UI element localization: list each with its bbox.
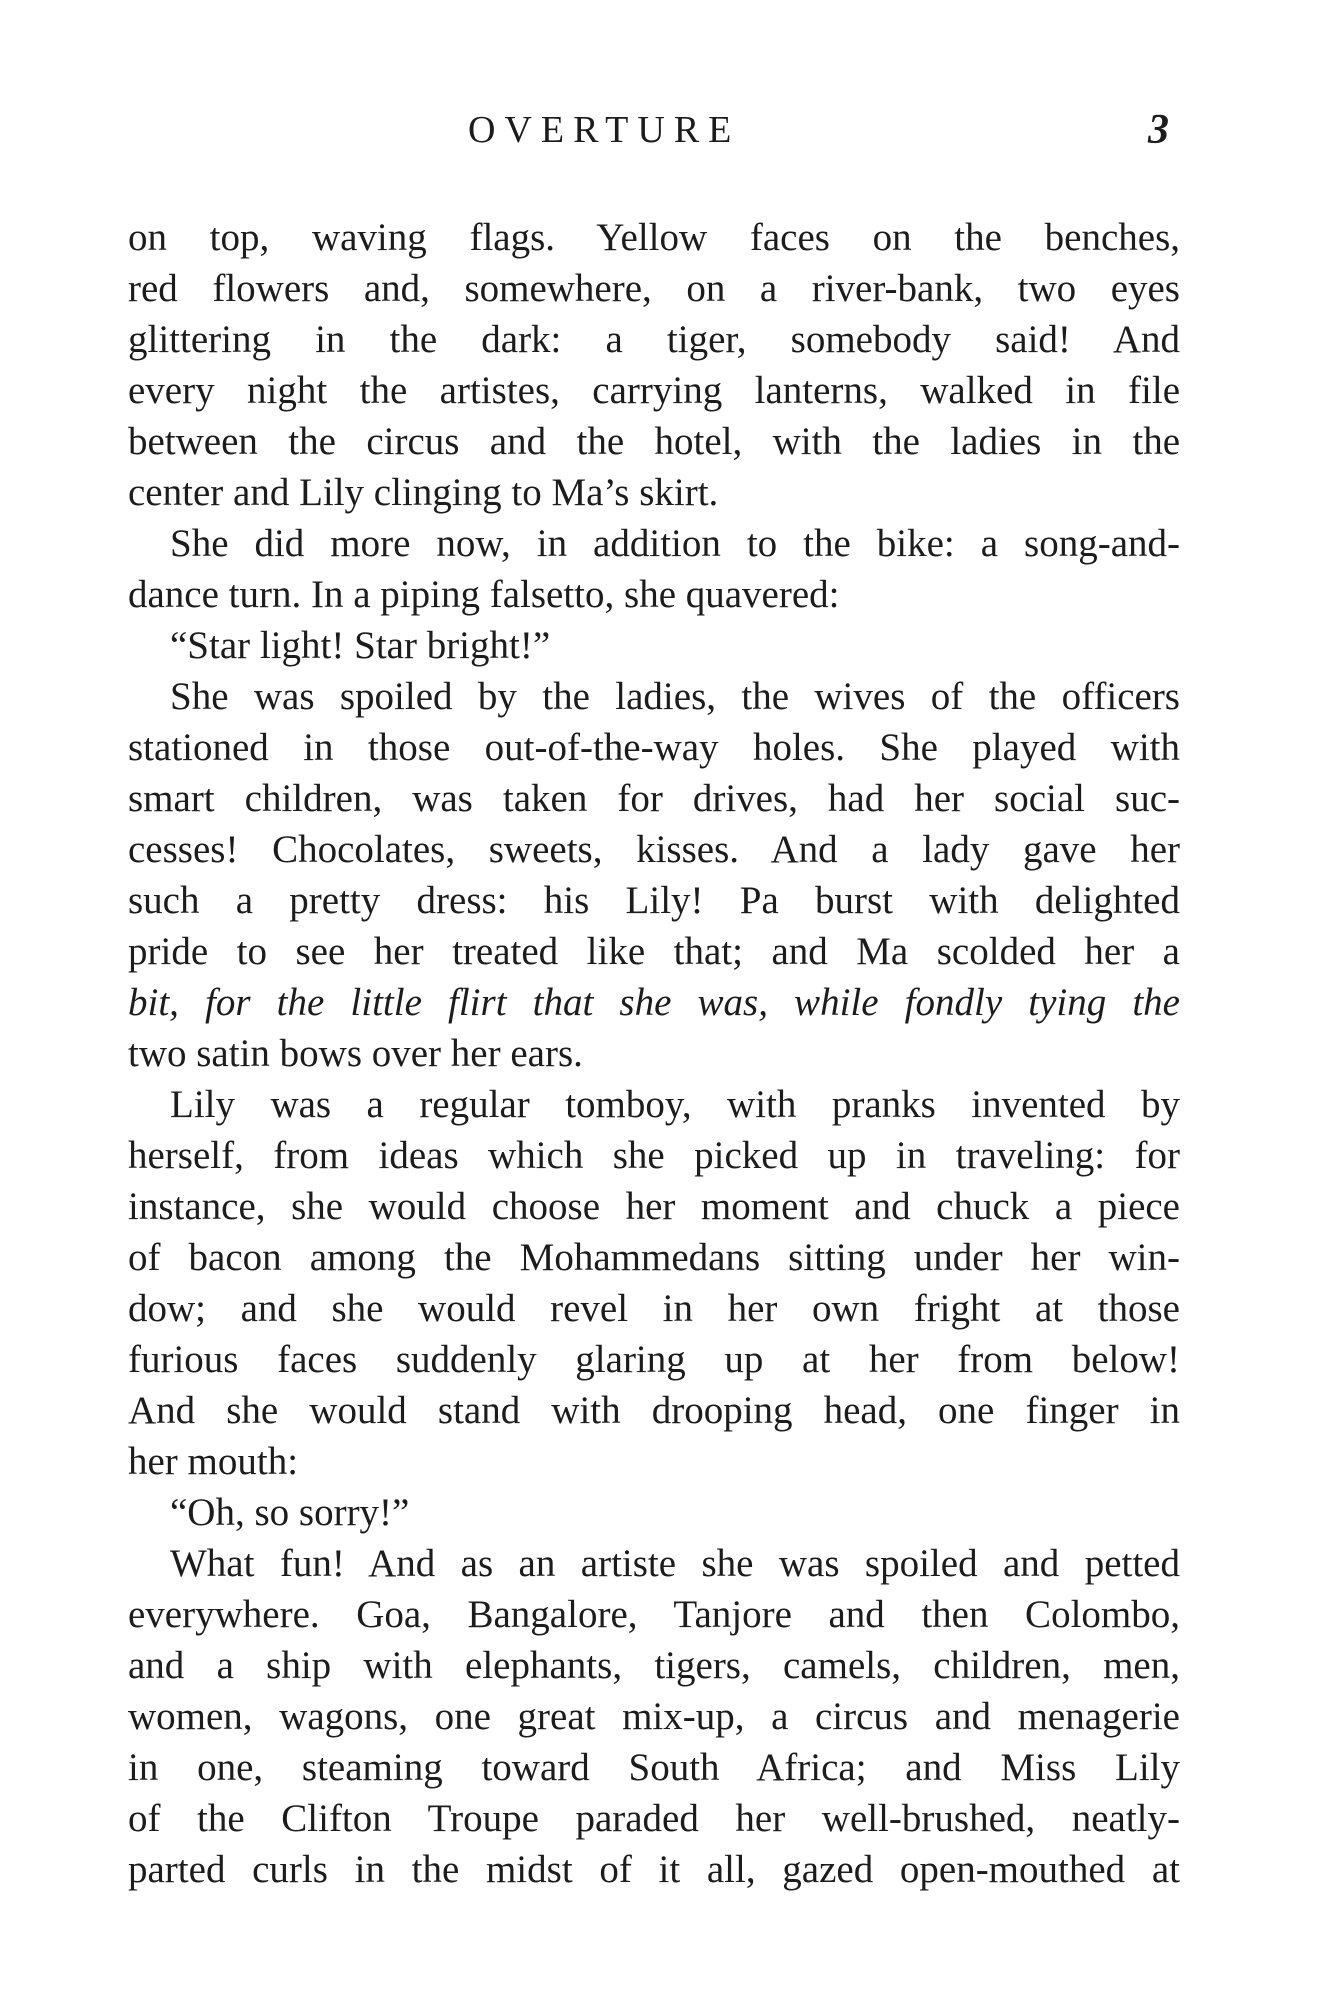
text-line: glittering in the dark: a tiger, somebody said! And — [128, 318, 1180, 361]
body-text — [128, 212, 1180, 1895]
text-line: every night the artistes, carrying lanterns, walked in file — [128, 369, 1180, 412]
text-line: Lily was a regular tomboy, with pranks invented by — [170, 1083, 1180, 1126]
text-line: and a ship with elephants, tigers, camels, children, men, — [128, 1644, 1180, 1687]
text-line: pride to see her treated like that; and Ma scolded her a — [128, 930, 1180, 973]
text-line: What fun! And as an artiste she was spoiled and petted — [170, 1542, 1180, 1585]
text-line: dow; and she would revel in her own fright at those — [128, 1287, 1180, 1330]
text-line: in one, steaming toward South Africa; and Miss Lily — [128, 1746, 1180, 1789]
text-line: of bacon among the Mohammedans sitting under her win- — [128, 1236, 1180, 1279]
text-line: instance, she would choose her moment and chuck a piece — [128, 1185, 1180, 1228]
text-line: bit, for the little flirt that she was, while fondly tying the — [128, 981, 1180, 1024]
text-line: parted curls in the midst of it all, gazed open-mouthed at — [128, 1848, 1180, 1891]
text-line: dance turn. In a piping falsetto, she quavered: — [128, 573, 840, 616]
page-header — [0, 108, 1330, 168]
text-line: herself, from ideas which she picked up in traveling: for — [128, 1134, 1180, 1177]
text-line: such a pretty dress: his Lily! Pa burst with delighted — [128, 879, 1180, 922]
text-line: her mouth: — [128, 1440, 299, 1483]
running-head: OVERTURE — [468, 109, 741, 151]
text-line: women, wagons, one great mix-up, a circus and menagerie — [128, 1695, 1180, 1738]
text-line: of the Clifton Troupe paraded her well-brushed, neatly- — [128, 1797, 1180, 1840]
page-number: 3 — [1148, 107, 1169, 153]
text-line: between the circus and the hotel, with the ladies in the — [128, 420, 1180, 463]
text-line: “Star light! Star bright!” — [170, 624, 551, 667]
text-line: She did more now, in addition to the bike: a song-and- — [170, 522, 1180, 565]
text-line: stationed in those out-of-the-way holes. She played with — [128, 726, 1180, 769]
text-line: on top, waving flags. Yellow faces on the benches, — [128, 216, 1180, 259]
text-line: red flowers and, somewhere, on a river-bank, two eyes — [128, 267, 1180, 310]
text-line: smart children, was taken for drives, had her social suc- — [128, 777, 1180, 820]
text-line: cesses! Chocolates, sweets, kisses. And a lady gave her — [128, 828, 1180, 871]
text-line: “Oh, so sorry!” — [170, 1491, 410, 1534]
text-line: everywhere. Goa, Bangalore, Tanjore and then Colombo, — [128, 1593, 1180, 1636]
text-line: She was spoiled by the ladies, the wives of the officers — [170, 675, 1180, 718]
text-line: two satin bows over her ears. — [128, 1032, 583, 1075]
text-line: center and Lily clinging to Ma’s skirt. — [128, 471, 719, 514]
text-line: furious faces suddenly glaring up at her from below! — [128, 1338, 1180, 1381]
text-line: And she would stand with drooping head, one finger in — [128, 1389, 1180, 1432]
